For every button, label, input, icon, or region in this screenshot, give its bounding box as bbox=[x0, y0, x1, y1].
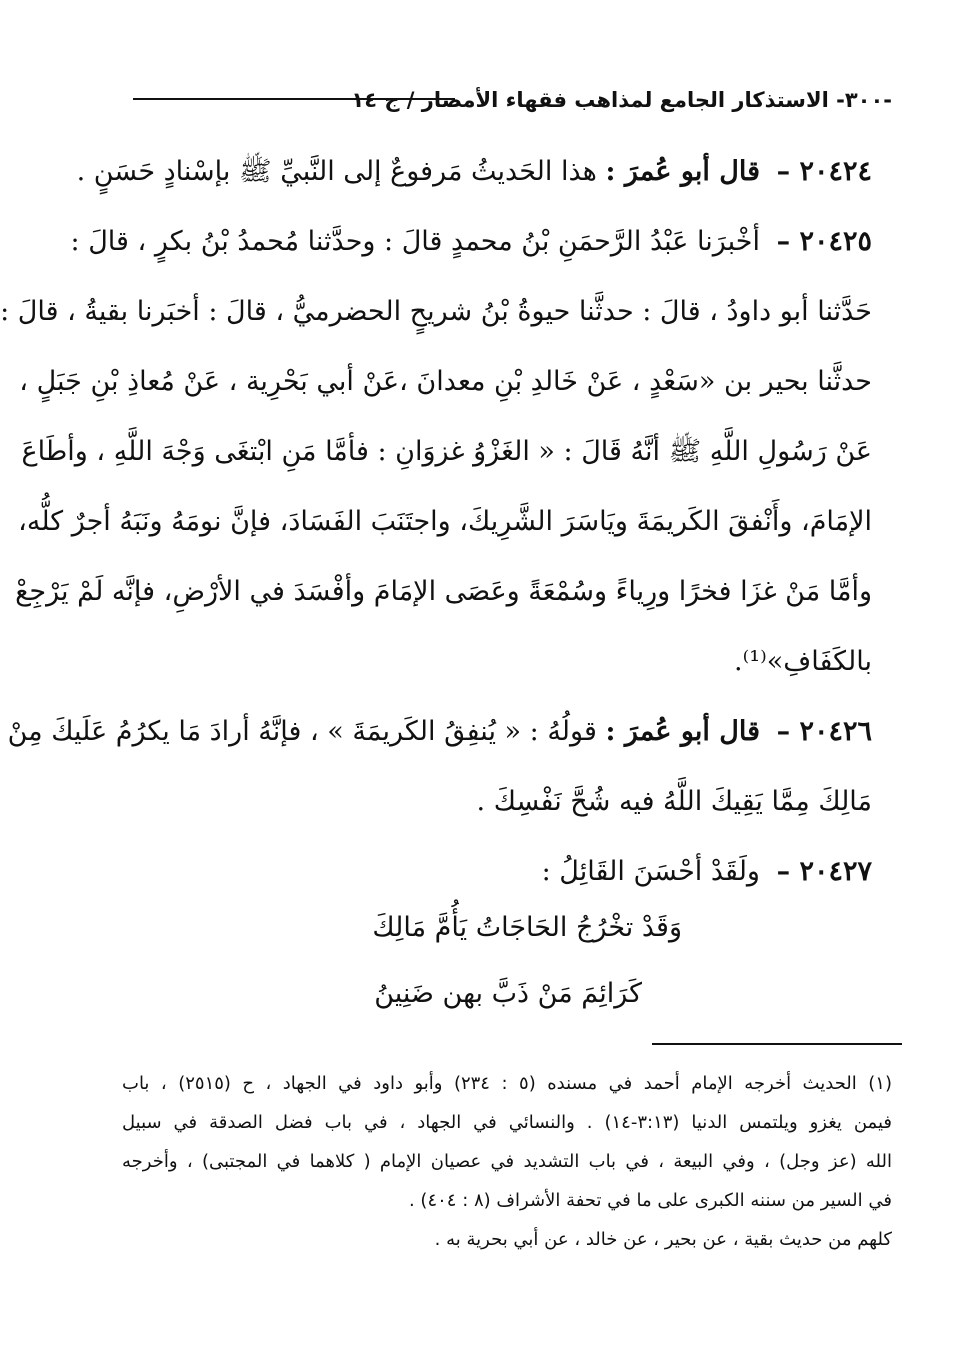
header-rule bbox=[133, 98, 455, 100]
paragraph-20425-line-3: حدثَّنا بحير بن «سَعْدٍ ، عَنْ خَالدِ بْنِ معدانَ ،عَنْ أبي بَحْرِية ، عَنْ مُعاذِ بْنِ جَبَلٍ ، bbox=[19, 366, 872, 397]
paragraph-number: ٢٠٤٢٥ – bbox=[776, 226, 872, 257]
paragraph-text: ولَقَدْ أحْسَنَ القَائِلُ : bbox=[541, 856, 760, 887]
paragraph-text: هذا الحَديثُ مَرفوعٌ إلى النَّبيِّ ﷺ بإسْنادٍ حَسَنٍ . bbox=[76, 156, 597, 187]
paragraph-20425-line-7: بالكَفَافِ»⁽¹⁾. bbox=[734, 646, 872, 677]
footnote-line-2: فيمن يغزو ويلتمس الدنيا (٣:١٣-١٤) . والنسائي في الجهاد ، في باب فضل الصدقة في سبيل bbox=[122, 1112, 892, 1133]
paragraph-20425-line-5: الإمَامَ، وأَنْفقَ الكَريمَةَ ويَاسَرَ الشَّرِيكَ، واجتَنَبَ الفَسَادَ، فإنَّ نومَهُ ونَبَهُ أجرٌ كلُّه، bbox=[18, 506, 872, 537]
paragraph-20426-line-2: مَالِكَ مِمَّا يَقِيكَ اللَّهُ فيه شُحَّ نَفْسِكَ . bbox=[476, 786, 872, 817]
verse-line-1: وَقَدْ تخْرُجُ الحَاجَاتُ يَأُمَّ مَالِكَ bbox=[372, 912, 682, 943]
paragraph-20425-line-6: وأمَّا مَنْ غزَا فخرًا ورِياءً وسُمْعَةً وعَصَى الإمَامَ وأفْسَدَ في الأرْضِ، فإنَّه لَمْ يَرْجِعْ bbox=[15, 576, 872, 607]
main-text bbox=[0, 148, 872, 1036]
footnote-line-1: (١) الحديث أخرجه الإمام أحمد في مسنده (٥ : ٢٣٤) وأبو داود في الجهاد ، ح (٢٥١٥) ، باب bbox=[122, 1073, 892, 1094]
paragraph-20425-line-1 bbox=[70, 218, 872, 288]
paragraph-20427 bbox=[134, 848, 872, 904]
paragraph-number: ٢٠٤٢٤ – bbox=[776, 156, 872, 187]
footnotes bbox=[122, 1070, 892, 1265]
paragraph-20425-line-2: حَدَّثنا أبو داودُ ، قالَ : حدثَّنا حيوةُ بْنُ شريحٍ الحضرميُّ ، قالَ : أخبَرنا بقيةُ ، قالَ : bbox=[0, 296, 872, 327]
page-header-title: -٣٠٠- الاستذكار الجامع لمذاهب فقهاء الأمصار / ج ١٤ bbox=[351, 88, 892, 112]
paragraph-text: أخْبرَنا عَبْدُ الرَّحمَنِ بْنُ محمدٍ قالَ : وحدَّثنا مُحمدُ بْنُ بكرٍ ، قالَ : bbox=[70, 226, 760, 257]
paragraph-lead: قال أبو عُمرَ : bbox=[605, 156, 760, 187]
paragraph-number: ٢٠٤٢٧ – bbox=[776, 856, 872, 887]
paragraph-text: قولُهُ : « يُنفِقُ الكَريمَةَ » ، فإنَّهُ أرادَ مَا يكرُمُ عَلَيكَ مِنْ bbox=[7, 716, 597, 747]
verse-line-2: كَرَائِمَ مَنْ ذَبَّ بهن ضَنِينُ bbox=[374, 978, 642, 1009]
footnote-separator bbox=[652, 1043, 902, 1045]
footnote-line-4: في السير من سننه الكبرى على ما في تحفة الأشراف (٨ : ٤٠٤) . bbox=[408, 1190, 892, 1211]
paragraph-20424 bbox=[76, 148, 872, 218]
footnote-line-5: كلهم من حديث بقية ، عن بحير ، عن خالد ، عن أبي بحرية به . bbox=[434, 1229, 892, 1250]
footnote-line-3: الله (عز وجل) ، وفي البيعة ، في باب التشديد في عصيان الإمام ( كلاهما في المجتبى) ، وأخرجه bbox=[122, 1151, 892, 1172]
paragraph-number: ٢٠٤٢٦ – bbox=[776, 716, 872, 747]
paragraph-20426-line-1 bbox=[7, 708, 872, 778]
paragraph-lead: قال أبو عُمرَ : bbox=[605, 716, 760, 747]
running-header bbox=[82, 80, 892, 120]
paragraph-20425-line-4: عَنْ رَسُولِ اللَّهِ ﷺ أنَّهُ قَالَ : « الغَزْوُ غزوَانِ : فأمَّا مَنِ ابْتغَى وَجْهَ اللَّهِ ، وأطَاعَ bbox=[21, 436, 872, 467]
